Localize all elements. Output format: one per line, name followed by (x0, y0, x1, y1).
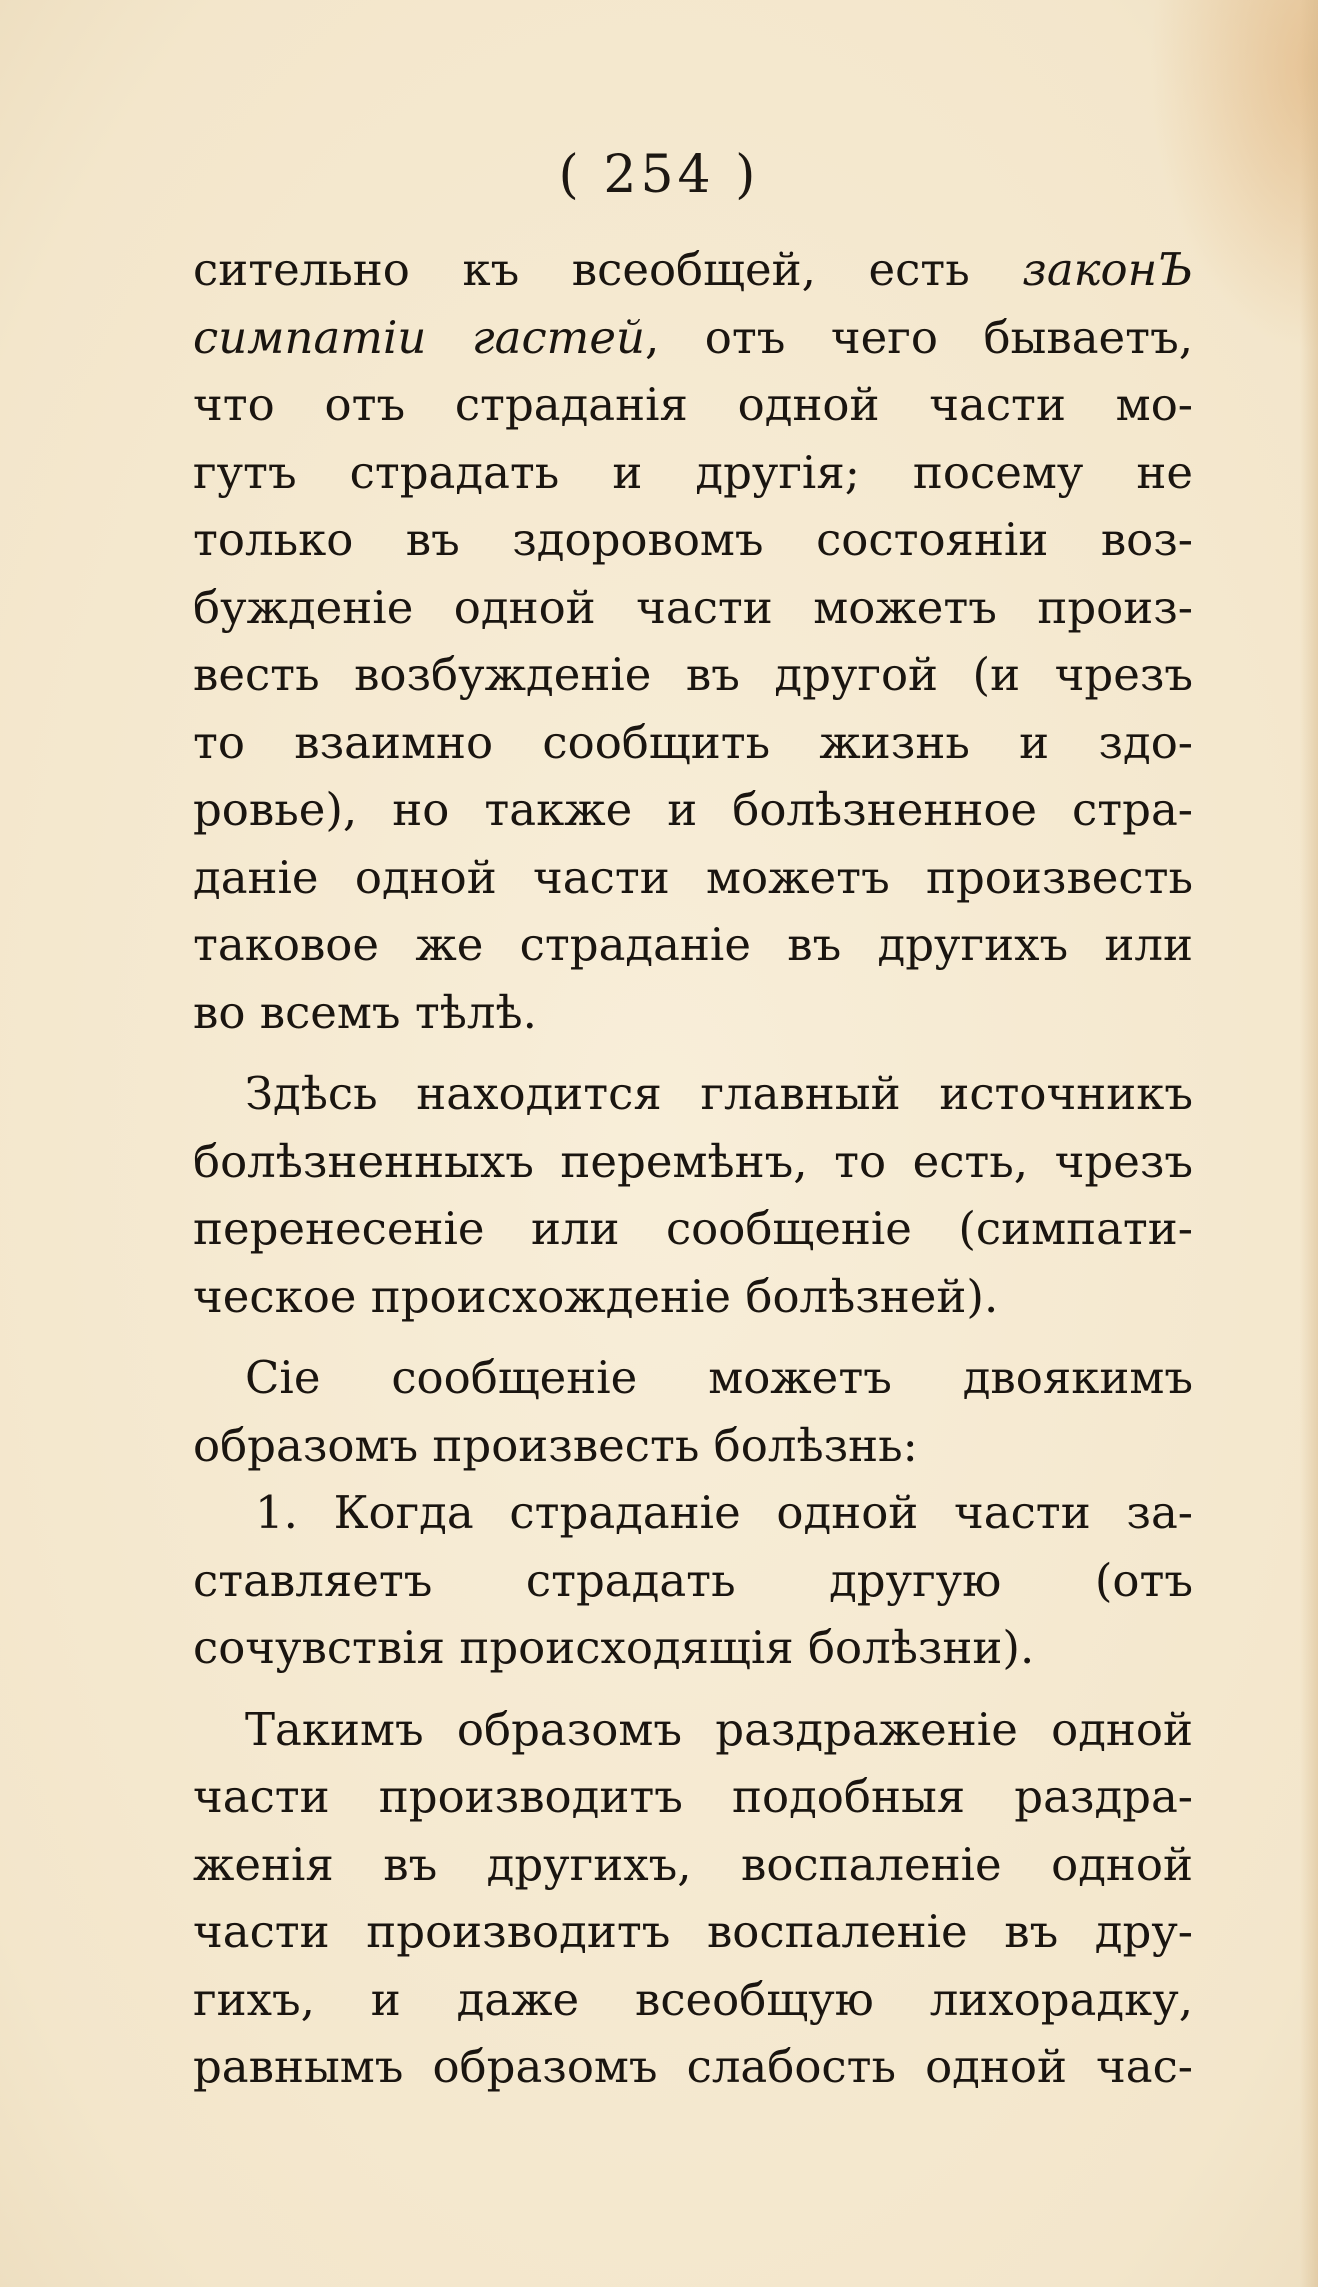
text-line: перенесеніе или сообщеніе (симпати- (193, 1202, 1193, 1255)
text-line: болѣзненныхъ перемѣнъ, то есть, чрезъ (193, 1134, 1193, 1188)
numbered-item-line: 1. Когда страданіе одной части за- (255, 1486, 1193, 1539)
text-line: равнымъ образомъ слабость одной час- (193, 2040, 1193, 2093)
text-line: ровье), но также и болѣзненное стра- (193, 783, 1193, 836)
text-line (193, 236, 1193, 304)
text-line: что отъ страданія одной части мо- (193, 378, 1193, 431)
text-line: ческое происхожденіе болѣзней). (193, 1269, 999, 1323)
text-run: сительно къ всеобщей, есть (193, 243, 970, 296)
page-edge-shadow (1300, 0, 1318, 2287)
text-line: бужденіе одной части можетъ произ- (193, 580, 1193, 634)
page-number: ( 254 ) (558, 145, 760, 205)
text-line: ставляетъ страдать другую (отъ (193, 1553, 1193, 1607)
text-line: во всемъ тѣлѣ. (193, 985, 537, 1039)
text-line: части производитъ воспаленіе въ дру- (193, 1905, 1193, 1958)
text-line: женія въ другихъ, воспаленіе одной (193, 1837, 1193, 1891)
italic-term: симпатіи гастей (193, 310, 645, 364)
text-line: таковое же страданіе въ другихъ или (193, 918, 1193, 971)
text-run: , отъ чего бываетъ, (644, 310, 1193, 364)
text-line: части производитъ подобныя раздра- (193, 1770, 1193, 1823)
text-line: сочувствія происходящія болѣзни). (193, 1621, 1035, 1674)
paragraph-start-line: Здѣсь находится главный источникъ (245, 1067, 1193, 1120)
text-line: гихъ, и даже всеобщую лихорадку, (193, 1972, 1193, 2026)
text-line: гутъ страдать и другія; посему не (193, 445, 1193, 499)
paragraph-start-line: Такимъ образомъ раздраженіе одной (245, 1702, 1193, 1756)
italic-term: законЪ (1022, 243, 1193, 296)
text-line: весть возбужденіе въ другой (и чрезъ (193, 648, 1193, 701)
paragraph-start-line: Сіе сообщеніе можетъ двоякимъ (245, 1351, 1193, 1404)
text-line: только въ здоровомъ состояніи воз- (193, 513, 1193, 566)
body-text (193, 236, 1193, 2101)
text-line (193, 304, 1193, 372)
text-line: даніе одной части можетъ произвесть (193, 850, 1193, 904)
text-line: то взаимно сообщить жизнь и здо- (193, 715, 1193, 769)
text-line: образомъ произвесть болѣзнь: (193, 1418, 918, 1472)
